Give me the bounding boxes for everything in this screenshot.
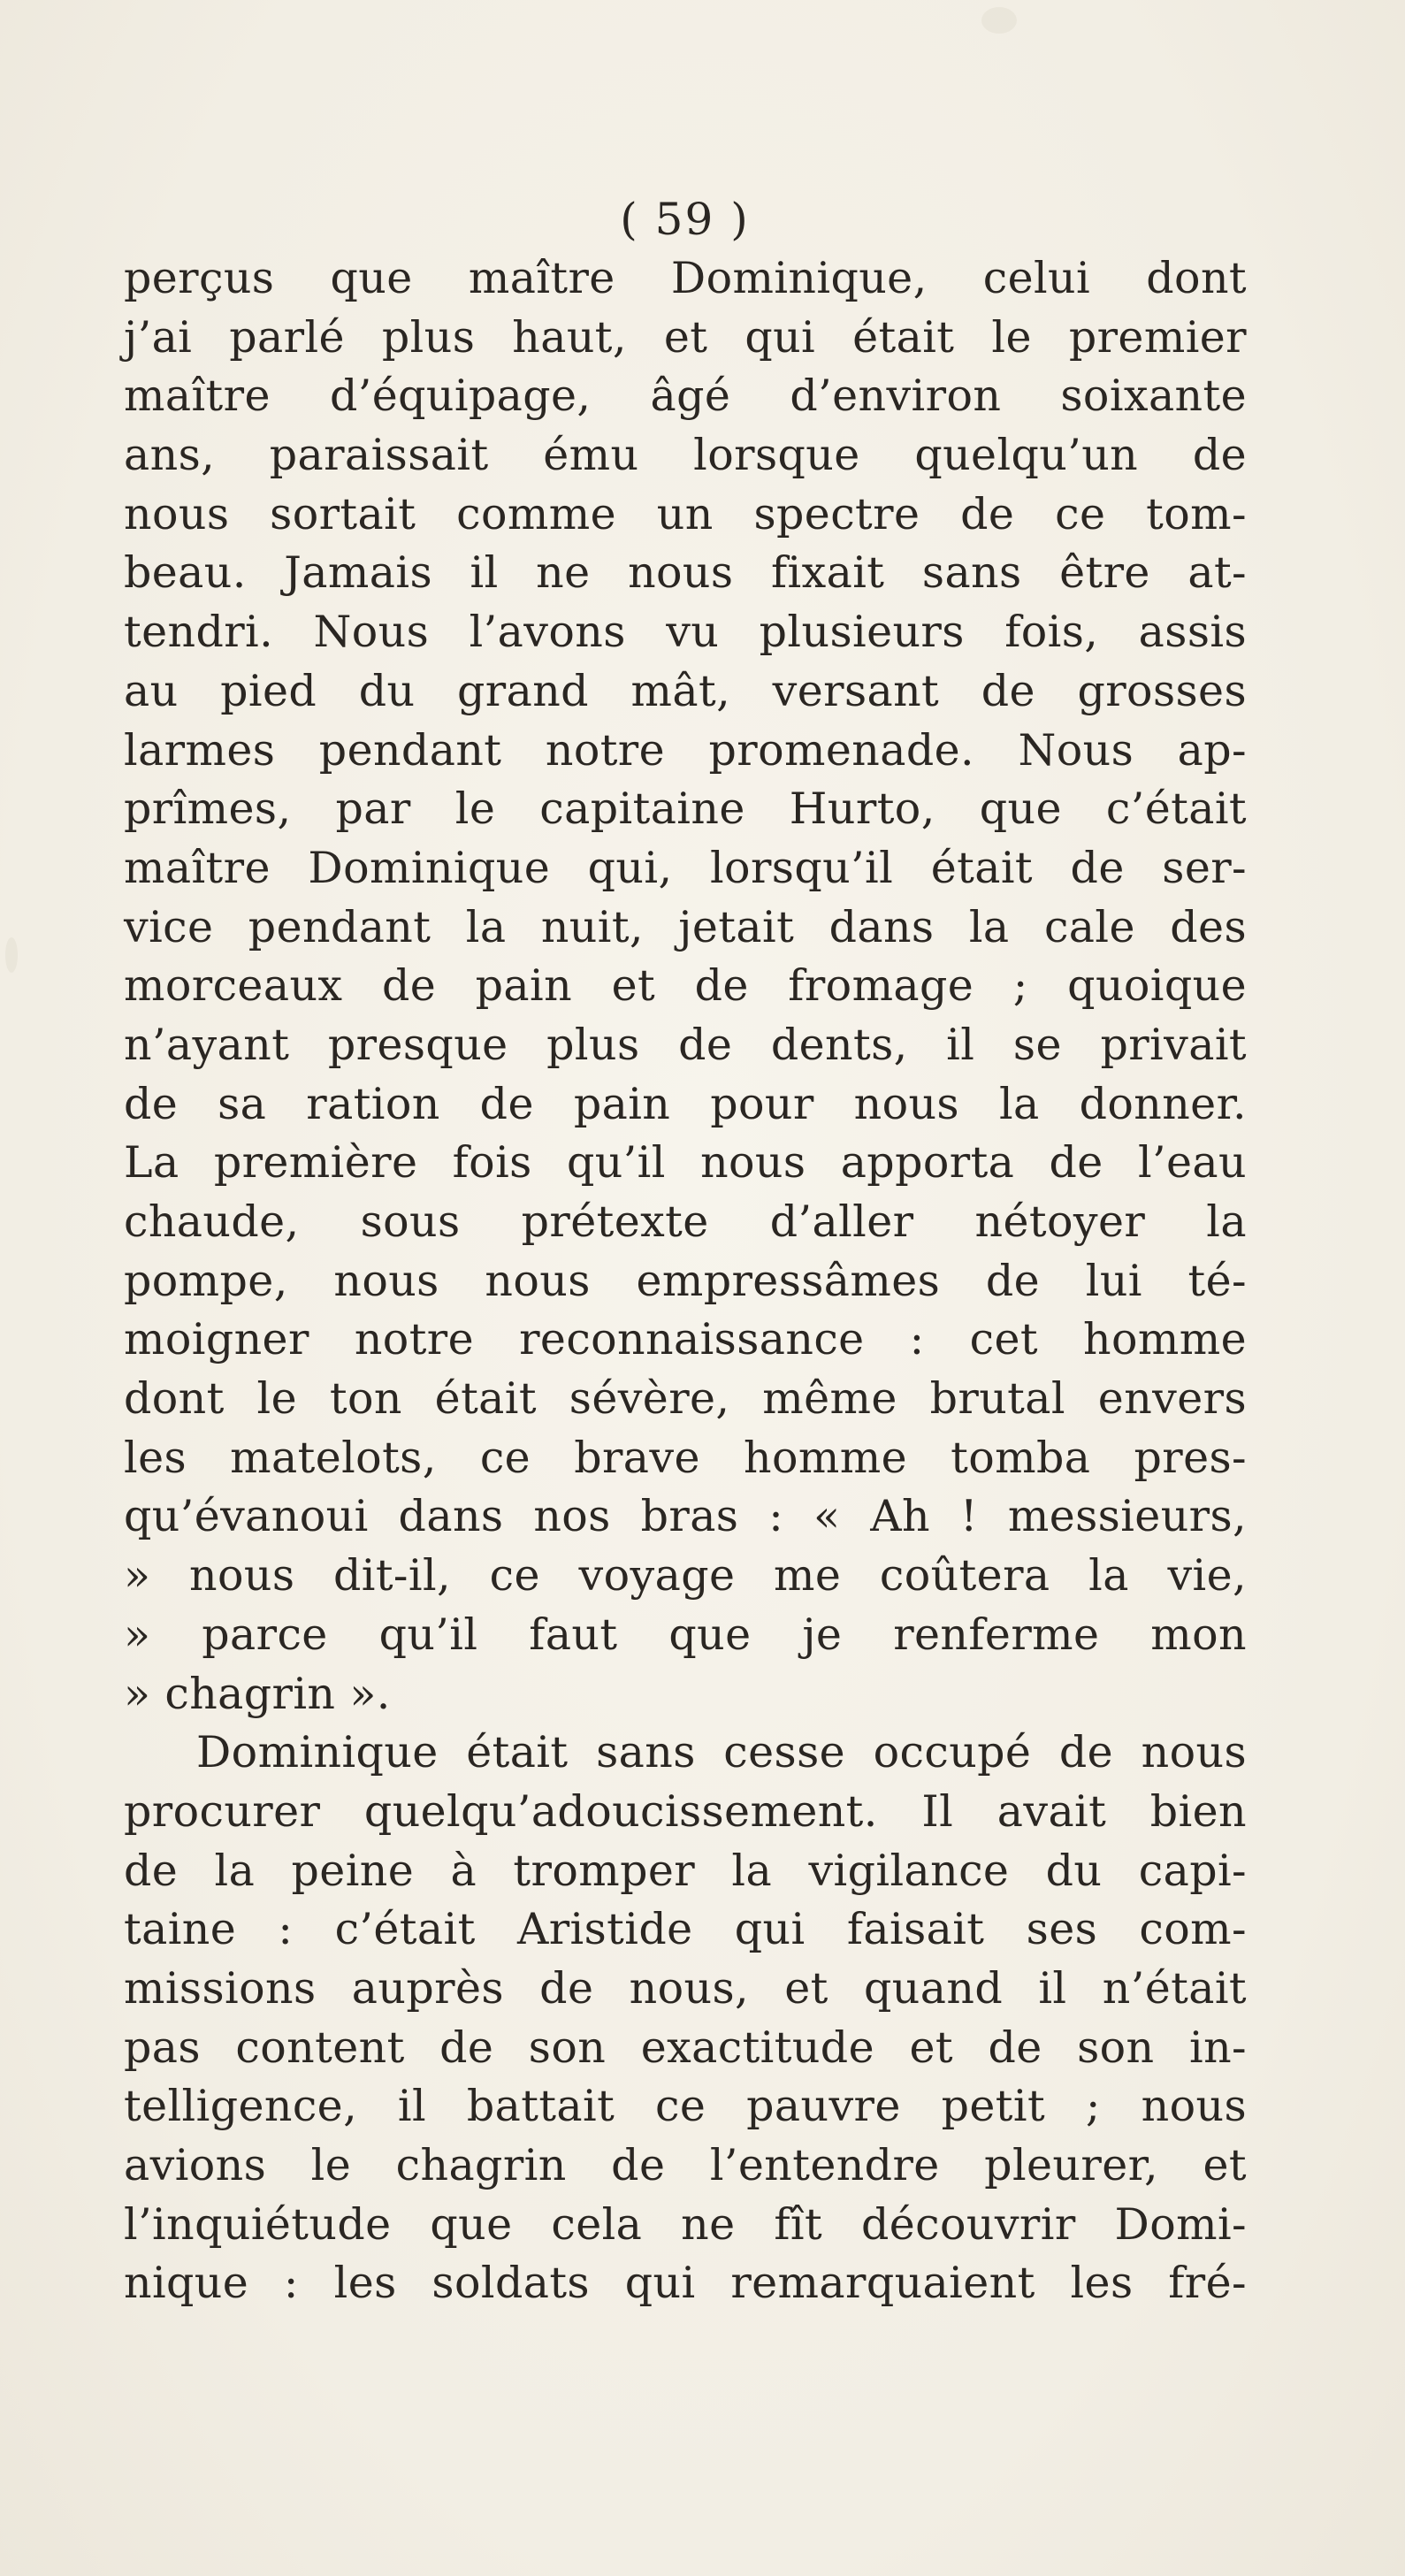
body-text <box>124 249 1247 2313</box>
text-line: tendri. Nous l’avons vu plusieurs fois, assis <box>124 607 1247 658</box>
text-line: missions auprès de nous, et quand il n’était <box>124 1962 1247 2014</box>
paper-stain <box>981 7 1017 34</box>
text-line: qu’évanoui dans nos bras : « Ah ! messieurs, <box>124 1491 1247 1542</box>
text-line: ans, paraissait ému lorsque quelqu’un de <box>124 430 1247 481</box>
text-line: » parce qu’il faut que je renferme mon <box>124 1609 1247 1660</box>
text-line: larmes pendant notre promenade. Nous ap- <box>124 724 1247 776</box>
text-line: prîmes, par le capitaine Hurto, que c’était <box>124 784 1247 835</box>
text-line: n’ayant presque plus de dents, il se privait <box>124 1019 1247 1070</box>
text-line: maître d’équipage, âgé d’environ soixante <box>124 371 1247 422</box>
text-line: » nous dit-il, ce voyage me coûtera la vie, <box>124 1550 1247 1601</box>
text-line: chaude, sous prétexte d’aller nétoyer la <box>124 1196 1247 1247</box>
text-line: au pied du grand mât, versant de grosses <box>124 665 1247 716</box>
text-line: pas content de son exactitude et de son in- <box>124 2022 1247 2073</box>
text-line: de sa ration de pain pour nous la donner. <box>124 1078 1247 1129</box>
text-line: maître Dominique qui, lorsqu’il était de ser- <box>124 842 1247 893</box>
text-line: les matelots, ce brave homme tomba pres- <box>124 1432 1247 1483</box>
text-line: vice pendant la nuit, jetait dans la cale des <box>124 901 1247 952</box>
text-line: pompe, nous nous empressâmes de lui té- <box>124 1255 1247 1306</box>
text-line: nique : les soldats qui remarquaient les fré- <box>124 2258 1247 2309</box>
text-line: dont le ton était sévère, même brutal envers <box>124 1373 1247 1425</box>
text-line: de la peine à tromper la vigilance du capi- <box>124 1845 1247 1896</box>
text-line: j’ai parlé plus haut, et qui était le premier <box>124 311 1247 363</box>
text-line: avions le chagrin de l’entendre pleurer, et <box>124 2140 1247 2190</box>
text-line: Dominique était sans cesse occupé de nous <box>196 1727 1247 1778</box>
text-line: beau. Jamais il ne nous fixait sans être at- <box>124 547 1247 599</box>
text-line: l’inquiétude que cela ne fît découvrir Domi- <box>124 2198 1247 2250</box>
text-line: moigner notre reconnaissance : cet homme <box>124 1314 1247 1365</box>
text-line: taine : c’était Aristide qui faisait ses com- <box>124 1904 1247 1955</box>
text-line: nous sortait comme un spectre de ce tom- <box>124 488 1247 539</box>
text-line: morceaux de pain et de fromage ; quoique <box>124 960 1247 1012</box>
paper-stain <box>5 937 18 973</box>
page-number: ( 59 ) <box>620 194 750 245</box>
text-line: » chagrin ». <box>124 1668 391 1719</box>
text-line: La première fois qu’il nous apporta de l’eau <box>124 1137 1247 1189</box>
text-line: telligence, il battait ce pauvre petit ; nous <box>124 2081 1247 2132</box>
text-line: procurer quelqu’adoucissement. Il avait bien <box>124 1785 1247 1837</box>
text-line: perçus que maître Dominique, celui dont <box>124 253 1247 303</box>
